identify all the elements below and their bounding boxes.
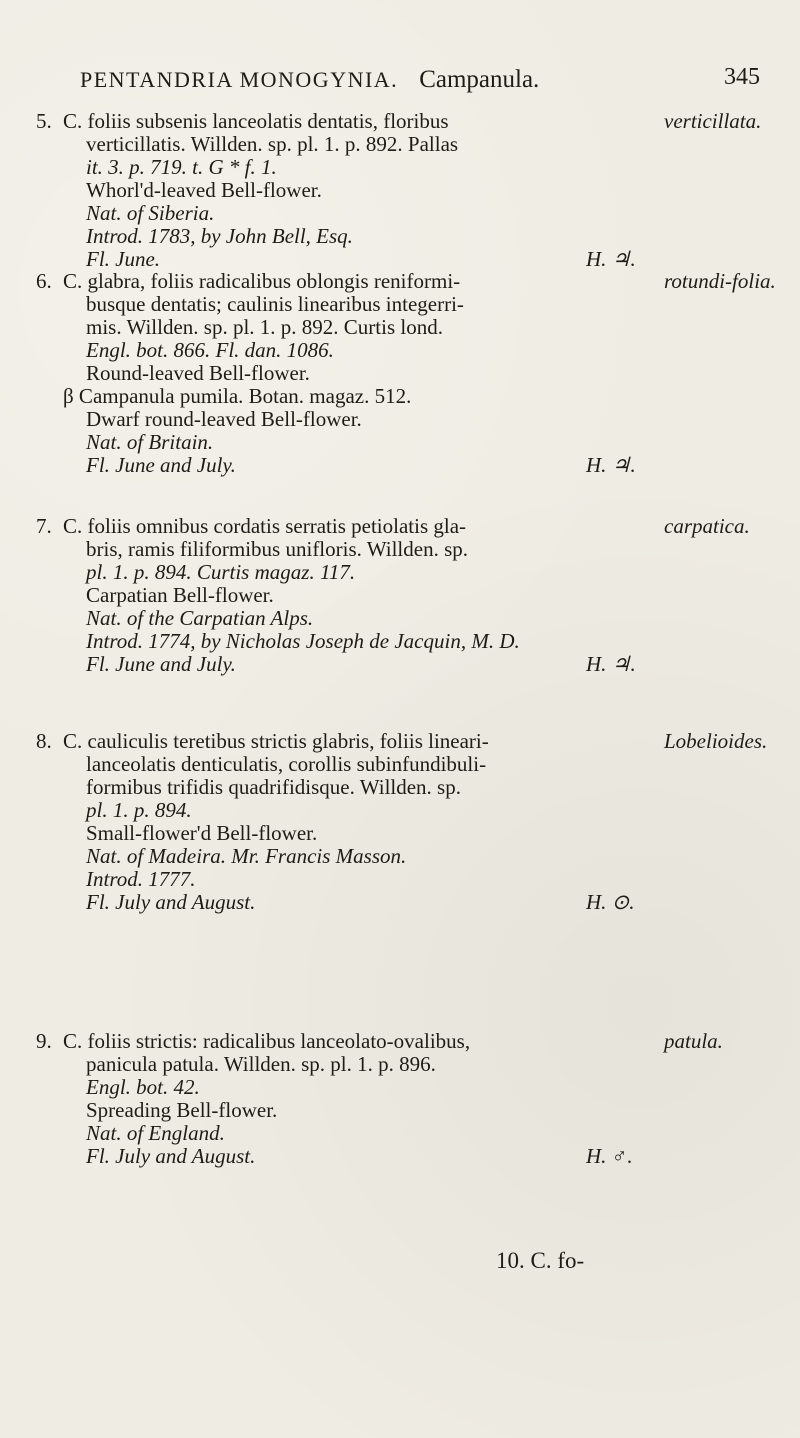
entry-text: C. cauliculis teretibus strictis glabris, foliis lineari-: [63, 729, 489, 753]
entry-number: 9.: [36, 1029, 52, 1053]
entry-text: C. glabra, foliis radicalibus oblongis reniformi-: [63, 269, 461, 293]
entry-9-line-1: [0, 1030, 800, 1053]
entry-5: [0, 110, 800, 271]
margin-name: verticillata.: [664, 109, 762, 133]
entry-6-line-5: Round-leaved Bell-flower.: [86, 361, 310, 385]
entry-8-line-1: [0, 730, 800, 753]
entry-9-line-3: Engl. bot. 42.: [86, 1075, 200, 1099]
entry-7-line-3: pl. 1. p. 894. Curtis magaz. 117.: [86, 560, 356, 584]
genus-title: Campanula.: [419, 66, 540, 93]
entry-6-habit: H. ♃.: [586, 453, 636, 477]
entry-number: 6.: [36, 269, 52, 293]
entry-number: 7.: [36, 514, 52, 538]
entry-6-flowering: Fl. June and July.: [86, 453, 236, 477]
entry-5-line-3: it. 3. p. 719. t. G * f. 1.: [86, 155, 277, 179]
section-title: PENTANDRIA MONOGYNIA.: [80, 67, 399, 92]
entry-text: C. foliis omnibus cordatis serratis petiolatis gla-: [63, 514, 467, 538]
entry-7-line-6: Introd. 1774, by Nicholas Joseph de Jacquin, M. D.: [86, 629, 520, 653]
margin-name: Lobelioides.: [664, 729, 768, 753]
entry-9: [0, 1030, 800, 1168]
entry-7-line-5: Nat. of the Carpatian Alps.: [86, 606, 314, 630]
entry-8-line-4: pl. 1. p. 894.: [86, 798, 192, 822]
entry-number: 5.: [36, 109, 52, 133]
entry-7-line-7: [0, 653, 800, 676]
entry-7-line-1: [0, 515, 800, 538]
catchword: 10. C. fo-: [496, 1248, 585, 1273]
entry-6-line-4: Engl. bot. 866. Fl. dan. 1086.: [86, 338, 334, 362]
entry-5-flowering: Fl. June.: [86, 247, 161, 271]
margin-name: carpatica.: [664, 514, 750, 538]
entry-5-habit: H. ♃.: [586, 247, 636, 271]
running-head: [80, 62, 770, 96]
margin-name: patula.: [664, 1029, 723, 1053]
entry-8-line-3: formibus trifidis quadrifidisque. Willden. sp.: [86, 775, 461, 799]
entry-6-line-1: [0, 270, 800, 293]
entry-9-habit: H. ♂.: [586, 1144, 633, 1168]
running-title: [80, 66, 539, 94]
entry-text: C. foliis strictis: radicalibus lanceolato-ovalibus,: [63, 1029, 471, 1053]
entry-9-flowering: Fl. July and August.: [86, 1144, 256, 1168]
entry-8: [0, 730, 800, 914]
entry-number: 8.: [36, 729, 52, 753]
entry-6-line-8: Nat. of Britain.: [86, 430, 214, 454]
entry-6-line-3: mis. Willden. sp. pl. 1. p. 892. Curtis lond.: [86, 315, 443, 339]
entry-6-line-6: β Campanula pumila. Botan. magaz. 512.: [63, 384, 412, 408]
entry-5-line-1: [0, 110, 800, 133]
entry-5-line-2: verticillatis. Willden. sp. pl. 1. p. 892. Pallas: [86, 132, 459, 156]
entry-7-line-4: Carpatian Bell-flower.: [86, 583, 274, 607]
entry-7: [0, 515, 800, 676]
entry-5-line-4: Whorl'd-leaved Bell-flower.: [86, 178, 322, 202]
entry-6-line-9: [0, 454, 800, 477]
entry-7-habit: H. ♃.: [586, 652, 636, 676]
entry-8-line-7: Introd. 1777.: [86, 867, 196, 891]
entry-5-line-5: Nat. of Siberia.: [86, 201, 215, 225]
entry-9-line-4: Spreading Bell-flower.: [86, 1098, 278, 1122]
entry-9-line-2: panicula patula. Willden. sp. pl. 1. p. 896.: [86, 1052, 436, 1076]
entry-8-line-5: Small-flower'd Bell-flower.: [86, 821, 318, 845]
entry-5-line-6: Introd. 1783, by John Bell, Esq.: [86, 224, 353, 248]
entry-9-line-5: Nat. of England.: [86, 1121, 225, 1145]
entry-6-line-7: Dwarf round-leaved Bell-flower.: [86, 407, 362, 431]
page-number: 345: [724, 64, 760, 90]
entry-8-line-2: lanceolatis denticulatis, corollis subinfundibuli-: [86, 752, 487, 776]
entry-6-line-2: busque dentatis; caulinis linearibus integerri-: [86, 292, 464, 316]
entry-text: C. foliis subsenis lanceolatis dentatis, floribus: [63, 109, 449, 133]
entry-9-line-6: [0, 1145, 800, 1168]
entry-6: [0, 270, 800, 477]
entry-8-line-8: [0, 891, 800, 914]
entry-8-habit: H. ⊙.: [586, 890, 635, 914]
margin-name: rotundi-folia.: [664, 269, 776, 293]
entry-7-line-2: bris, ramis filiformibus unifloris. Willden. sp.: [86, 537, 468, 561]
entry-7-flowering: Fl. June and July.: [86, 652, 236, 676]
entry-8-flowering: Fl. July and August.: [86, 890, 256, 914]
entry-5-line-7: [0, 248, 800, 271]
entry-8-line-6: Nat. of Madeira. Mr. Francis Masson.: [86, 844, 407, 868]
